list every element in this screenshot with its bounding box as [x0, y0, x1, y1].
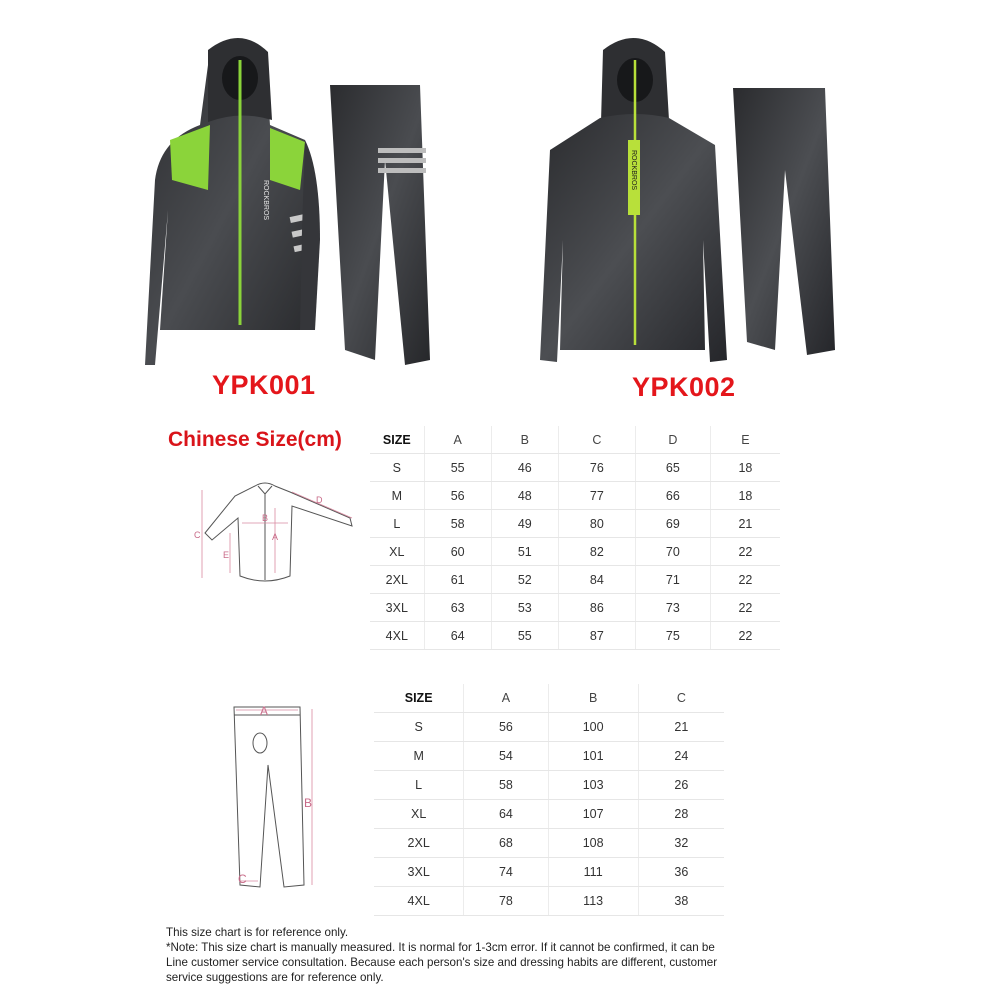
pants-size-header-row: [374, 684, 724, 713]
pants-header-a: A: [464, 684, 548, 713]
jacket-diagram-letter-c: C: [194, 530, 201, 540]
table-cell: 26: [638, 771, 724, 800]
table-row: [370, 482, 780, 510]
table-cell: 63: [424, 594, 491, 622]
size-cell: 4XL: [374, 887, 464, 916]
ypk001-label: YPK001: [212, 370, 316, 400]
jacket-header-size: SIZE: [370, 426, 424, 454]
table-cell: 107: [548, 800, 638, 829]
jacket-size-header-row: [370, 426, 780, 454]
size-cell: M: [374, 742, 464, 771]
size-cell: 4XL: [370, 622, 424, 650]
table-cell: 22: [710, 538, 780, 566]
table-cell: 78: [464, 887, 548, 916]
table-cell: 21: [710, 510, 780, 538]
table-cell: 18: [710, 454, 780, 482]
table-cell: 54: [464, 742, 548, 771]
table-row: [374, 713, 724, 742]
table-cell: 36: [638, 858, 724, 887]
jacket-size-table: [370, 426, 780, 650]
table-cell: 51: [491, 538, 558, 566]
size-cell: L: [370, 510, 424, 538]
size-cell: L: [374, 771, 464, 800]
table-cell: 21: [638, 713, 724, 742]
table-row: [370, 510, 780, 538]
table-row: [374, 771, 724, 800]
size-cell: S: [374, 713, 464, 742]
table-cell: 32: [638, 829, 724, 858]
pants-header-b: B: [548, 684, 638, 713]
table-cell: 65: [635, 454, 710, 482]
note-line-1: This size chart is for reference only.: [166, 926, 349, 939]
note-line-2: *Note: This size chart is manually measured. It is normal for 1-3cm error. If it cannot be confirmed, it can be: [166, 941, 715, 954]
table-cell: 55: [424, 454, 491, 482]
ypk002-jacket-image: [535, 30, 855, 370]
table-cell: 73: [635, 594, 710, 622]
jacket-diagram-letter-b: B: [262, 513, 269, 523]
table-cell: 82: [558, 538, 635, 566]
table-cell: 66: [635, 482, 710, 510]
table-row: [370, 454, 780, 482]
size-chart-note: [166, 925, 846, 985]
table-cell: 103: [548, 771, 638, 800]
table-cell: 28: [638, 800, 724, 829]
jacket-diagram-letter-a: A: [272, 532, 279, 542]
table-row: [374, 858, 724, 887]
table-row: [374, 742, 724, 771]
table-row: [374, 829, 724, 858]
table-cell: 58: [424, 510, 491, 538]
table-cell: 18: [710, 482, 780, 510]
table-cell: 58: [464, 771, 548, 800]
table-cell: 87: [558, 622, 635, 650]
table-cell: 77: [558, 482, 635, 510]
ypk002-label: YPK002: [632, 372, 736, 402]
jacket-diagram-letter-d: D: [316, 495, 323, 505]
jacket-header-e: E: [710, 426, 780, 454]
pants-header-size: SIZE: [374, 684, 464, 713]
size-cell: 2XL: [374, 829, 464, 858]
table-cell: 74: [464, 858, 548, 887]
table-cell: 71: [635, 566, 710, 594]
jacket-header-b: B: [491, 426, 558, 454]
table-cell: 52: [491, 566, 558, 594]
table-cell: 111: [548, 858, 638, 887]
note-line-4: service suggestions are for reference only.: [166, 971, 384, 984]
pants-diagram-letter-c: C: [238, 872, 247, 886]
size-cell: 2XL: [370, 566, 424, 594]
product-ypk002: [535, 30, 855, 370]
jacket-diagram-letter-e: E: [223, 550, 230, 560]
table-row: [370, 594, 780, 622]
size-chart-title: Chinese Size(cm): [168, 428, 342, 451]
jacket-header-a: A: [424, 426, 491, 454]
table-cell: 22: [710, 566, 780, 594]
table-cell: 68: [464, 829, 548, 858]
pants-diagram-letter-a: A: [260, 704, 269, 718]
size-cell: S: [370, 454, 424, 482]
ypk001-zipper-text: ROCKBROS: [262, 180, 269, 221]
table-cell: 49: [491, 510, 558, 538]
size-cell: M: [370, 482, 424, 510]
pants-header-c: C: [638, 684, 724, 713]
product-ypk001: [140, 30, 440, 380]
table-cell: 86: [558, 594, 635, 622]
table-cell: 24: [638, 742, 724, 771]
table-cell: 75: [635, 622, 710, 650]
size-cell: 3XL: [374, 858, 464, 887]
table-row: [370, 538, 780, 566]
table-cell: 76: [558, 454, 635, 482]
pants-diagram-letter-b: B: [304, 796, 313, 810]
table-row: [374, 800, 724, 829]
table-row: [374, 887, 724, 916]
table-cell: 70: [635, 538, 710, 566]
table-cell: 56: [464, 713, 548, 742]
pants-measurement-diagram: [222, 695, 332, 895]
table-cell: 48: [491, 482, 558, 510]
table-cell: 46: [491, 454, 558, 482]
table-cell: 64: [464, 800, 548, 829]
ypk002-zipper-text: ROCKBROS: [630, 150, 637, 191]
table-cell: 69: [635, 510, 710, 538]
size-cell: 3XL: [370, 594, 424, 622]
table-cell: 113: [548, 887, 638, 916]
table-cell: 100: [548, 713, 638, 742]
table-row: [370, 566, 780, 594]
table-cell: 55: [491, 622, 558, 650]
pants-size-table: [374, 684, 724, 916]
table-cell: 56: [424, 482, 491, 510]
table-cell: 38: [638, 887, 724, 916]
size-cell: XL: [374, 800, 464, 829]
table-cell: 53: [491, 594, 558, 622]
table-cell: 64: [424, 622, 491, 650]
size-cell: XL: [370, 538, 424, 566]
note-line-3: Line customer service consultation. Because each person's size and dressing habits are different, customer: [166, 956, 718, 969]
table-cell: 22: [710, 622, 780, 650]
jacket-measurement-diagram: [190, 478, 365, 593]
table-cell: 108: [548, 829, 638, 858]
jacket-header-c: C: [558, 426, 635, 454]
jacket-header-d: D: [635, 426, 710, 454]
table-cell: 101: [548, 742, 638, 771]
table-cell: 84: [558, 566, 635, 594]
table-cell: 61: [424, 566, 491, 594]
table-row: [370, 622, 780, 650]
table-cell: 22: [710, 594, 780, 622]
ypk001-jacket-image: [140, 30, 440, 380]
table-cell: 60: [424, 538, 491, 566]
table-cell: 80: [558, 510, 635, 538]
